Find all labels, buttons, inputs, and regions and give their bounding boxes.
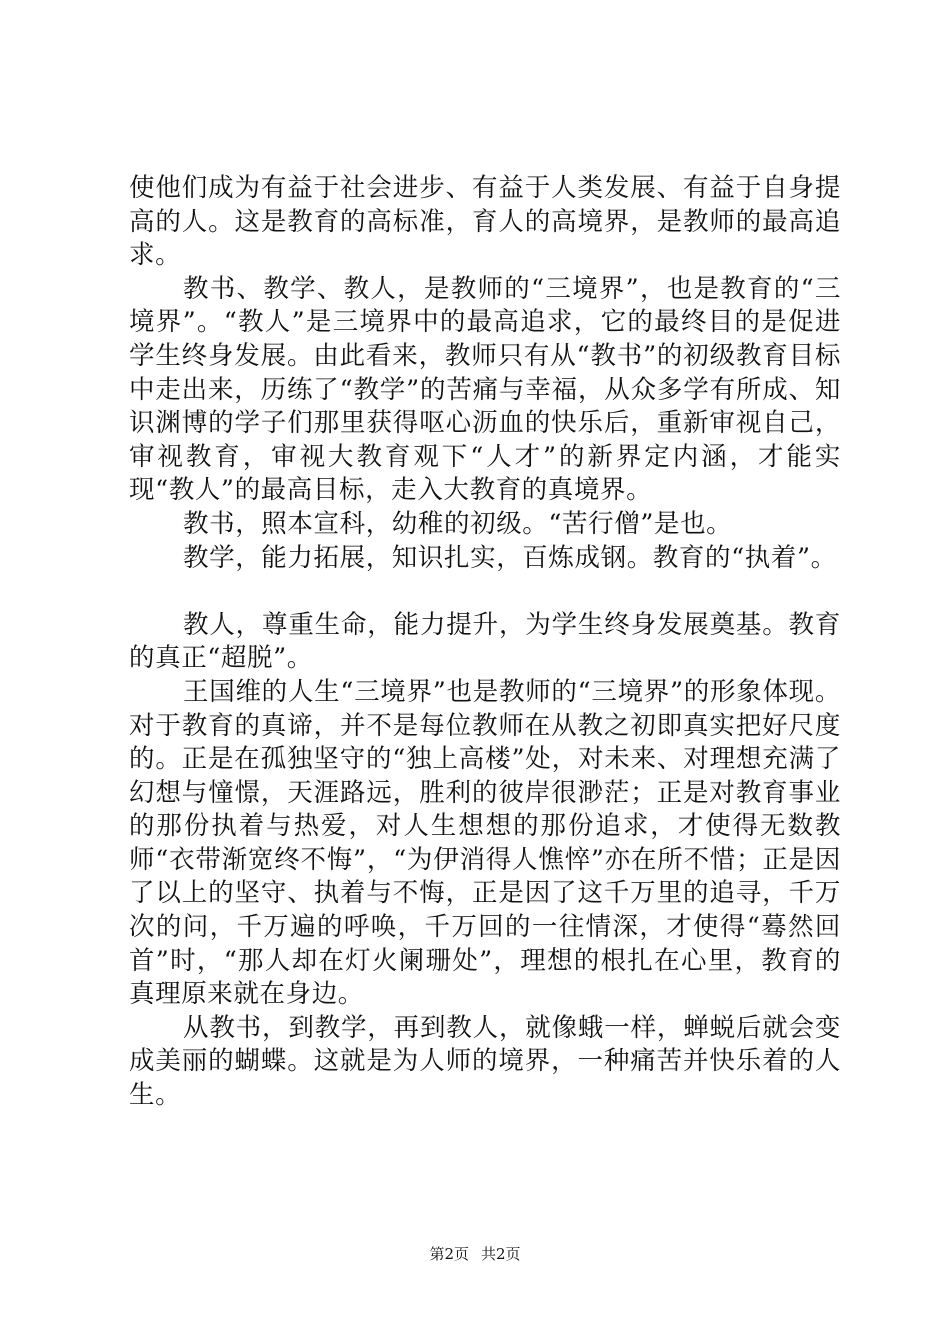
paragraph-continuation: 使他们成为有益于社会进步、有益于人类发展、有益于自身提高的人。这是教育的高标准，育人的高境界，是教师的最高追求。 bbox=[129, 173, 841, 271]
paragraph-conclusion: 从教书，到教学，再到教人，就像蛾一样，蝉蜕后就会变成美丽的蝴蝶。这就是为人师的境界，一种痛苦并快乐着的人生。 bbox=[129, 1012, 841, 1111]
paragraph-teaching-books: 教书，照本宣科，幼稚的初级。“苦行僧”是也。 bbox=[183, 508, 733, 539]
page-footer bbox=[0, 1244, 950, 1264]
paragraph-wang-guowei: 王国维的人生“三境界”也是教师的“三境界”的形象体现。对于教育的真谛，并不是每位教师在从教之初即真实把好尺度的。正是在孤独坚守的“独上高楼”处，对未来、对理想充满了幻想与憧憬，天涯路远，胜利的彼岸很渺茫；正是对教育事业的那份执着与热爱，对人生想想的那份追求，才使得无数教师“衣带渐宽终不悔”，“为伊消得人憔悴”亦在所不惜；正是因了以上的坚守、执着与不悔，正是因了这千万里的追寻，千万次的问，千万遍的呼唤，千万回的一往情深，才使得“蓦然回首”时，“那人却在灯火阑珊处”，理想的根扎在心里，教育的真理原来就在身边。 bbox=[129, 676, 841, 1010]
paragraph-teaching: 教学，能力拓展，知识扎实，百炼成钢。教育的“执着”。 bbox=[183, 542, 837, 573]
document-body bbox=[129, 172, 841, 1113]
paragraph-educating-people: 教人，尊重生命，能力提升，为学生终身发展奠基。教育的真正“超脱”。 bbox=[129, 609, 841, 674]
page-number: 第2页 bbox=[429, 1245, 469, 1263]
page-total: 共2页 bbox=[481, 1245, 521, 1263]
paragraph-three-realms: 教书、教学、教人，是教师的“三境界”，也是教育的“三境界”。“教人”是三境界中的最高追求，它的最终目的是促进学生终身发展。由此看来，教师只有从“教书”的初级教育目标中走出来，历练了“教学”的苦痛与幸福，从众多学有所成、知识渊博的学子们那里获得呕心沥血的快乐后，重新审视自己，审视教育，审视大教育观下“人才”的新界定内涵，才能实现“教人”的最高目标，走入大教育的真境界。 bbox=[129, 273, 841, 506]
